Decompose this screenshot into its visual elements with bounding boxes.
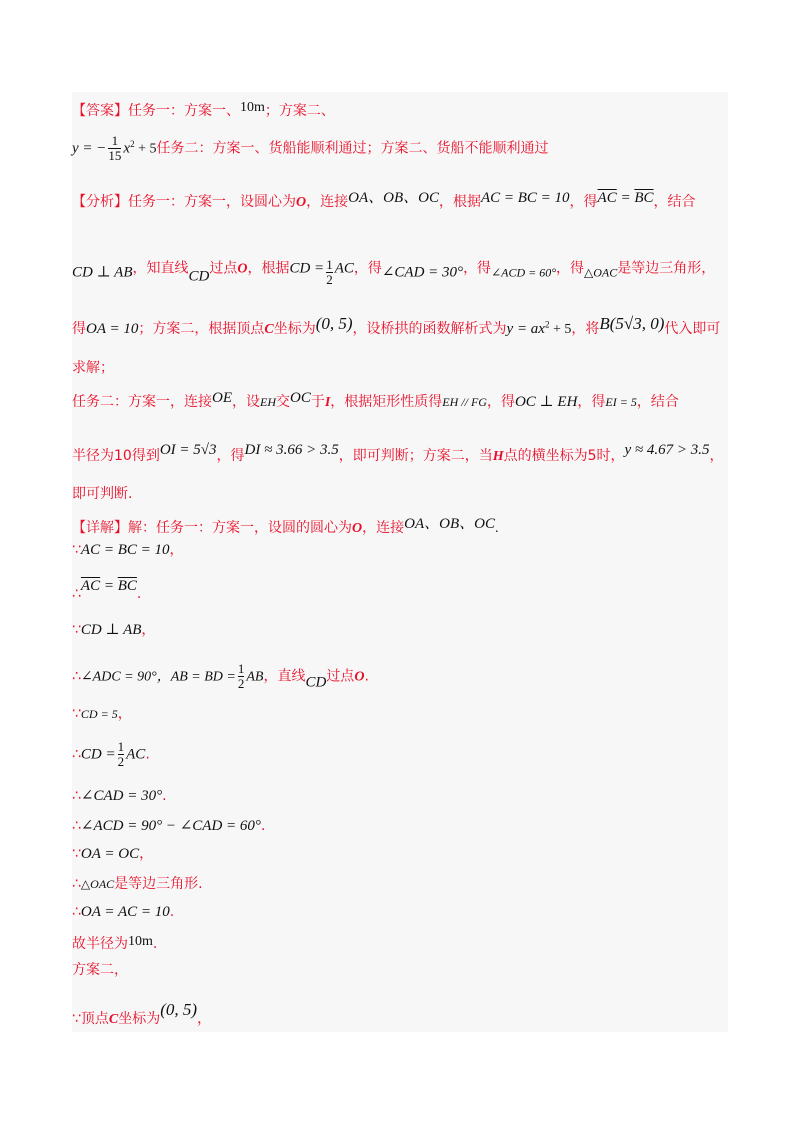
answer-formula-left: y = − (72, 140, 107, 157)
answer-fraction (108, 134, 121, 163)
because-symbol: ∵ (72, 542, 81, 558)
fraction-numerator: 1 (111, 133, 119, 149)
math-expression: CD (188, 268, 210, 285)
math-expression: ∠CAD = 30° (381, 264, 464, 281)
math-expression: CD = 5 (80, 707, 118, 721)
math-expression: OA = OC (80, 846, 140, 862)
math-expression: ∠ACD = 60° (491, 265, 557, 280)
arc-bc: $\overline{BC}$ (634, 190, 654, 206)
answer-tag: 【答案】 (72, 103, 128, 119)
detail-text: ，连接 (362, 520, 405, 536)
analysis-line-5 (72, 388, 679, 413)
detail-line-15 (72, 1000, 211, 1030)
analysis-line-7 (72, 484, 132, 504)
detail-line-10 (72, 844, 153, 864)
detail-text: . (145, 746, 150, 763)
answer-formula-var: x (123, 140, 131, 157)
because-symbol: ∵ (72, 846, 81, 862)
because-symbol: ∵ (72, 622, 81, 638)
answer-formula-tail: + 5 (134, 141, 157, 157)
detail-text: ，直线 (263, 668, 306, 685)
math-expression: CD = (289, 260, 325, 277)
analysis-text: ；方案二，根据顶点 (138, 321, 265, 337)
math-expression: △OAC (584, 265, 618, 280)
analysis-text: ， (709, 448, 724, 464)
detail-line-13 (72, 932, 157, 954)
fraction-denominator: 15 (108, 148, 122, 164)
analysis-text: ，即可判断；方案二，当 (338, 448, 493, 464)
math-expression: CD (305, 674, 327, 691)
analysis-text: 求解； (72, 360, 114, 376)
detail-text: 方案二， (72, 962, 128, 978)
analysis-line-6 (72, 440, 724, 467)
arc-bc: $\overline{BC}$ (117, 578, 137, 594)
half-fraction (238, 662, 245, 691)
answer-task2-text: 任务二：方案一、货船能顺利通过；方案二、货船不能顺利通过 (156, 140, 549, 157)
analysis-text: ，将 (571, 321, 600, 337)
detail-line-8 (72, 786, 167, 806)
detail-line-12 (72, 902, 174, 922)
analysis-text: 任务一：方案一，设圆心为 (128, 194, 296, 210)
math-expression: ∠ADC = 90°，AB = BD = (80, 669, 236, 685)
fraction-numerator: 1 (326, 257, 333, 272)
therefore-symbol: ∴ (72, 586, 81, 602)
analysis-text: ，得 (556, 260, 585, 277)
detail-line-4 (72, 620, 155, 640)
math-expression: ∠ACD = 90° − ∠CAD = 60° (80, 818, 261, 834)
point-o: O (352, 521, 363, 536)
detail-text: 是等边三角形. (114, 876, 203, 892)
analysis-text: ，得 (216, 448, 245, 464)
because-symbol: ∵ (72, 706, 81, 722)
detail-text: . (136, 586, 142, 602)
detail-text: ， (169, 542, 184, 558)
analysis-text: 得 (72, 321, 86, 337)
arc-ac: $\overline{AC}$ (80, 578, 101, 594)
point-c: C (108, 1012, 119, 1027)
analysis-text: 于 (310, 394, 325, 410)
math-expression: y ≈ 4.67 > 3.5 (624, 442, 710, 458)
math-expression: = (100, 578, 118, 594)
point-c: C (264, 322, 274, 337)
analysis-text: ，设桥拱的函数解析式为 (352, 321, 507, 337)
math-expression: EH // FG (442, 395, 487, 409)
math-expression: OA、OB、OC (348, 190, 439, 206)
document-page (72, 92, 728, 1032)
point-o: O (354, 669, 365, 685)
detail-line-9 (72, 816, 265, 836)
detail-text: 顶点 (80, 1011, 109, 1027)
detail-line-11 (72, 874, 203, 894)
therefore-symbol: ∴ (72, 788, 81, 804)
half-fraction (326, 258, 333, 287)
analysis-line-1 (72, 188, 696, 213)
detail-text: ， (139, 846, 154, 862)
detail-text: . (260, 818, 266, 834)
detail-text: . (162, 788, 167, 804)
answer-radius: 10m (240, 100, 265, 115)
point-o: O (296, 195, 307, 210)
math-expression: y = ax (506, 321, 545, 337)
math-expression: OA = AC = 10 (80, 904, 170, 920)
math-expression: DI ≈ 3.66 > 3.5 (244, 442, 339, 458)
math-expression: (0, 5) (160, 1000, 198, 1019)
math-expression: AB (246, 669, 264, 685)
answer-task1-text: 任务一：方案一、 (128, 103, 240, 119)
detail-text: . (152, 936, 158, 952)
detail-text: . (494, 521, 499, 536)
analysis-text: ，得 (569, 194, 598, 210)
math-expression: OE (212, 390, 232, 406)
math-expression: OC ⊥ EH (514, 394, 578, 410)
detail-line-6 (72, 704, 132, 724)
analysis-text: 点的横坐标为5时， (503, 448, 625, 464)
therefore-symbol: ∴ (72, 904, 81, 920)
detail-line-5 (72, 662, 369, 693)
fraction-numerator: 1 (117, 739, 125, 754)
math-expression: OC (290, 390, 311, 406)
answer-line-2 (72, 134, 548, 163)
analysis-text: ，得 (577, 394, 606, 410)
analysis-text: ，根据 (438, 194, 481, 210)
analysis-text: ，得 (486, 394, 515, 410)
math-expression: AC (334, 260, 354, 277)
detail-text: 过点 (326, 668, 355, 685)
analysis-text: ，根据 (247, 260, 290, 277)
analysis-text: 代入即可 (664, 321, 721, 337)
detail-text: . (364, 668, 369, 685)
math-expression: OA、OB、OC (404, 516, 495, 532)
fraction-denominator: 2 (237, 676, 245, 691)
answer-formula-exponent: 2 (130, 139, 135, 149)
answer-line-1 (72, 98, 335, 121)
radius-value: 10m (128, 934, 153, 949)
analysis-text: 是等边三角形， (617, 260, 716, 277)
detail-line-3 (72, 576, 141, 604)
fraction-denominator: 2 (326, 272, 333, 287)
math-expression: CD = (80, 746, 116, 763)
math-expression: B(5√3, 0) (599, 314, 665, 333)
math-expression: AC = BC = 10 (80, 542, 170, 558)
math-expression: EH (260, 395, 276, 409)
analysis-line-4 (72, 358, 114, 378)
fraction-denominator: 2 (117, 754, 125, 769)
detail-text: 故半径为 (72, 936, 128, 952)
analysis-text: 任务二：方案一，连接 (72, 394, 212, 410)
analysis-text: 坐标为 (273, 321, 316, 337)
analysis-text: ，设 (232, 394, 260, 410)
detail-text: 解：任务一：方案一，设圆的圆心为 (128, 520, 352, 536)
math-expression: CD ⊥ AB (80, 622, 142, 638)
detail-tag: 【详解】 (72, 520, 128, 536)
therefore-symbol: ∴ (72, 746, 81, 763)
math-expression: EI = 5 (605, 395, 637, 409)
analysis-tag: 【分析】 (72, 194, 128, 210)
therefore-symbol: ∴ (72, 876, 81, 892)
because-symbol: ∵ (72, 1011, 81, 1027)
analysis-text: ，知直线 (132, 260, 189, 277)
arc-ac: $\overline{AC}$ (597, 190, 617, 206)
detail-line-7 (72, 740, 150, 769)
therefore-symbol: ∴ (72, 668, 81, 685)
detail-text: ， (197, 1011, 212, 1027)
detail-text: ， (141, 622, 156, 638)
math-expression: OI = 5√3 (159, 442, 217, 458)
analysis-text: ，连接 (306, 194, 349, 210)
math-expression: CD ⊥ AB (72, 264, 133, 281)
detail-text: ， (117, 706, 132, 722)
math-expression: AC (126, 746, 146, 763)
point-h: H (492, 449, 504, 464)
half-fraction (118, 740, 125, 769)
detail-text: 坐标为 (118, 1011, 161, 1027)
point-i: I (324, 395, 331, 410)
analysis-text: 即可判断. (72, 486, 133, 502)
detail-line-2 (72, 540, 184, 560)
fraction-numerator: 1 (237, 661, 245, 676)
analysis-text: ，结合 (636, 394, 679, 410)
detail-line-14 (72, 960, 128, 980)
math-expression: + 5 (549, 322, 572, 337)
analysis-text: ，得 (463, 260, 492, 277)
math-expression: = (616, 190, 635, 206)
analysis-line-2 (72, 258, 715, 287)
analysis-text: 半径为10得到 (72, 448, 160, 464)
math-expression: AC = BC = 10 (480, 190, 570, 206)
therefore-symbol: ∴ (72, 818, 81, 834)
point-o: O (237, 261, 248, 277)
analysis-text: ，得 (353, 260, 382, 277)
answer-plan2-text: ；方案二、 (264, 103, 335, 119)
analysis-text: ，结合 (653, 194, 696, 210)
math-expression: ∠CAD = 30° (80, 788, 163, 804)
detail-line-1 (72, 514, 498, 539)
detail-text: . (169, 904, 175, 920)
math-expression: △OAC (80, 877, 115, 891)
analysis-line-3: 得OA = 10；方案二，根据顶点C坐标为(0, 5)，设桥拱的函数解析式为$y = ax^2 + 5$，将B(5√3, 0)代入即可 (72, 314, 721, 337)
analysis-text: ，根据矩形性质得 (330, 394, 443, 410)
analysis-text: 交 (276, 394, 290, 410)
analysis-text: 过点 (209, 260, 238, 277)
math-expression: OA = 10 (86, 321, 139, 337)
math-expression: (0, 5) (315, 314, 353, 333)
